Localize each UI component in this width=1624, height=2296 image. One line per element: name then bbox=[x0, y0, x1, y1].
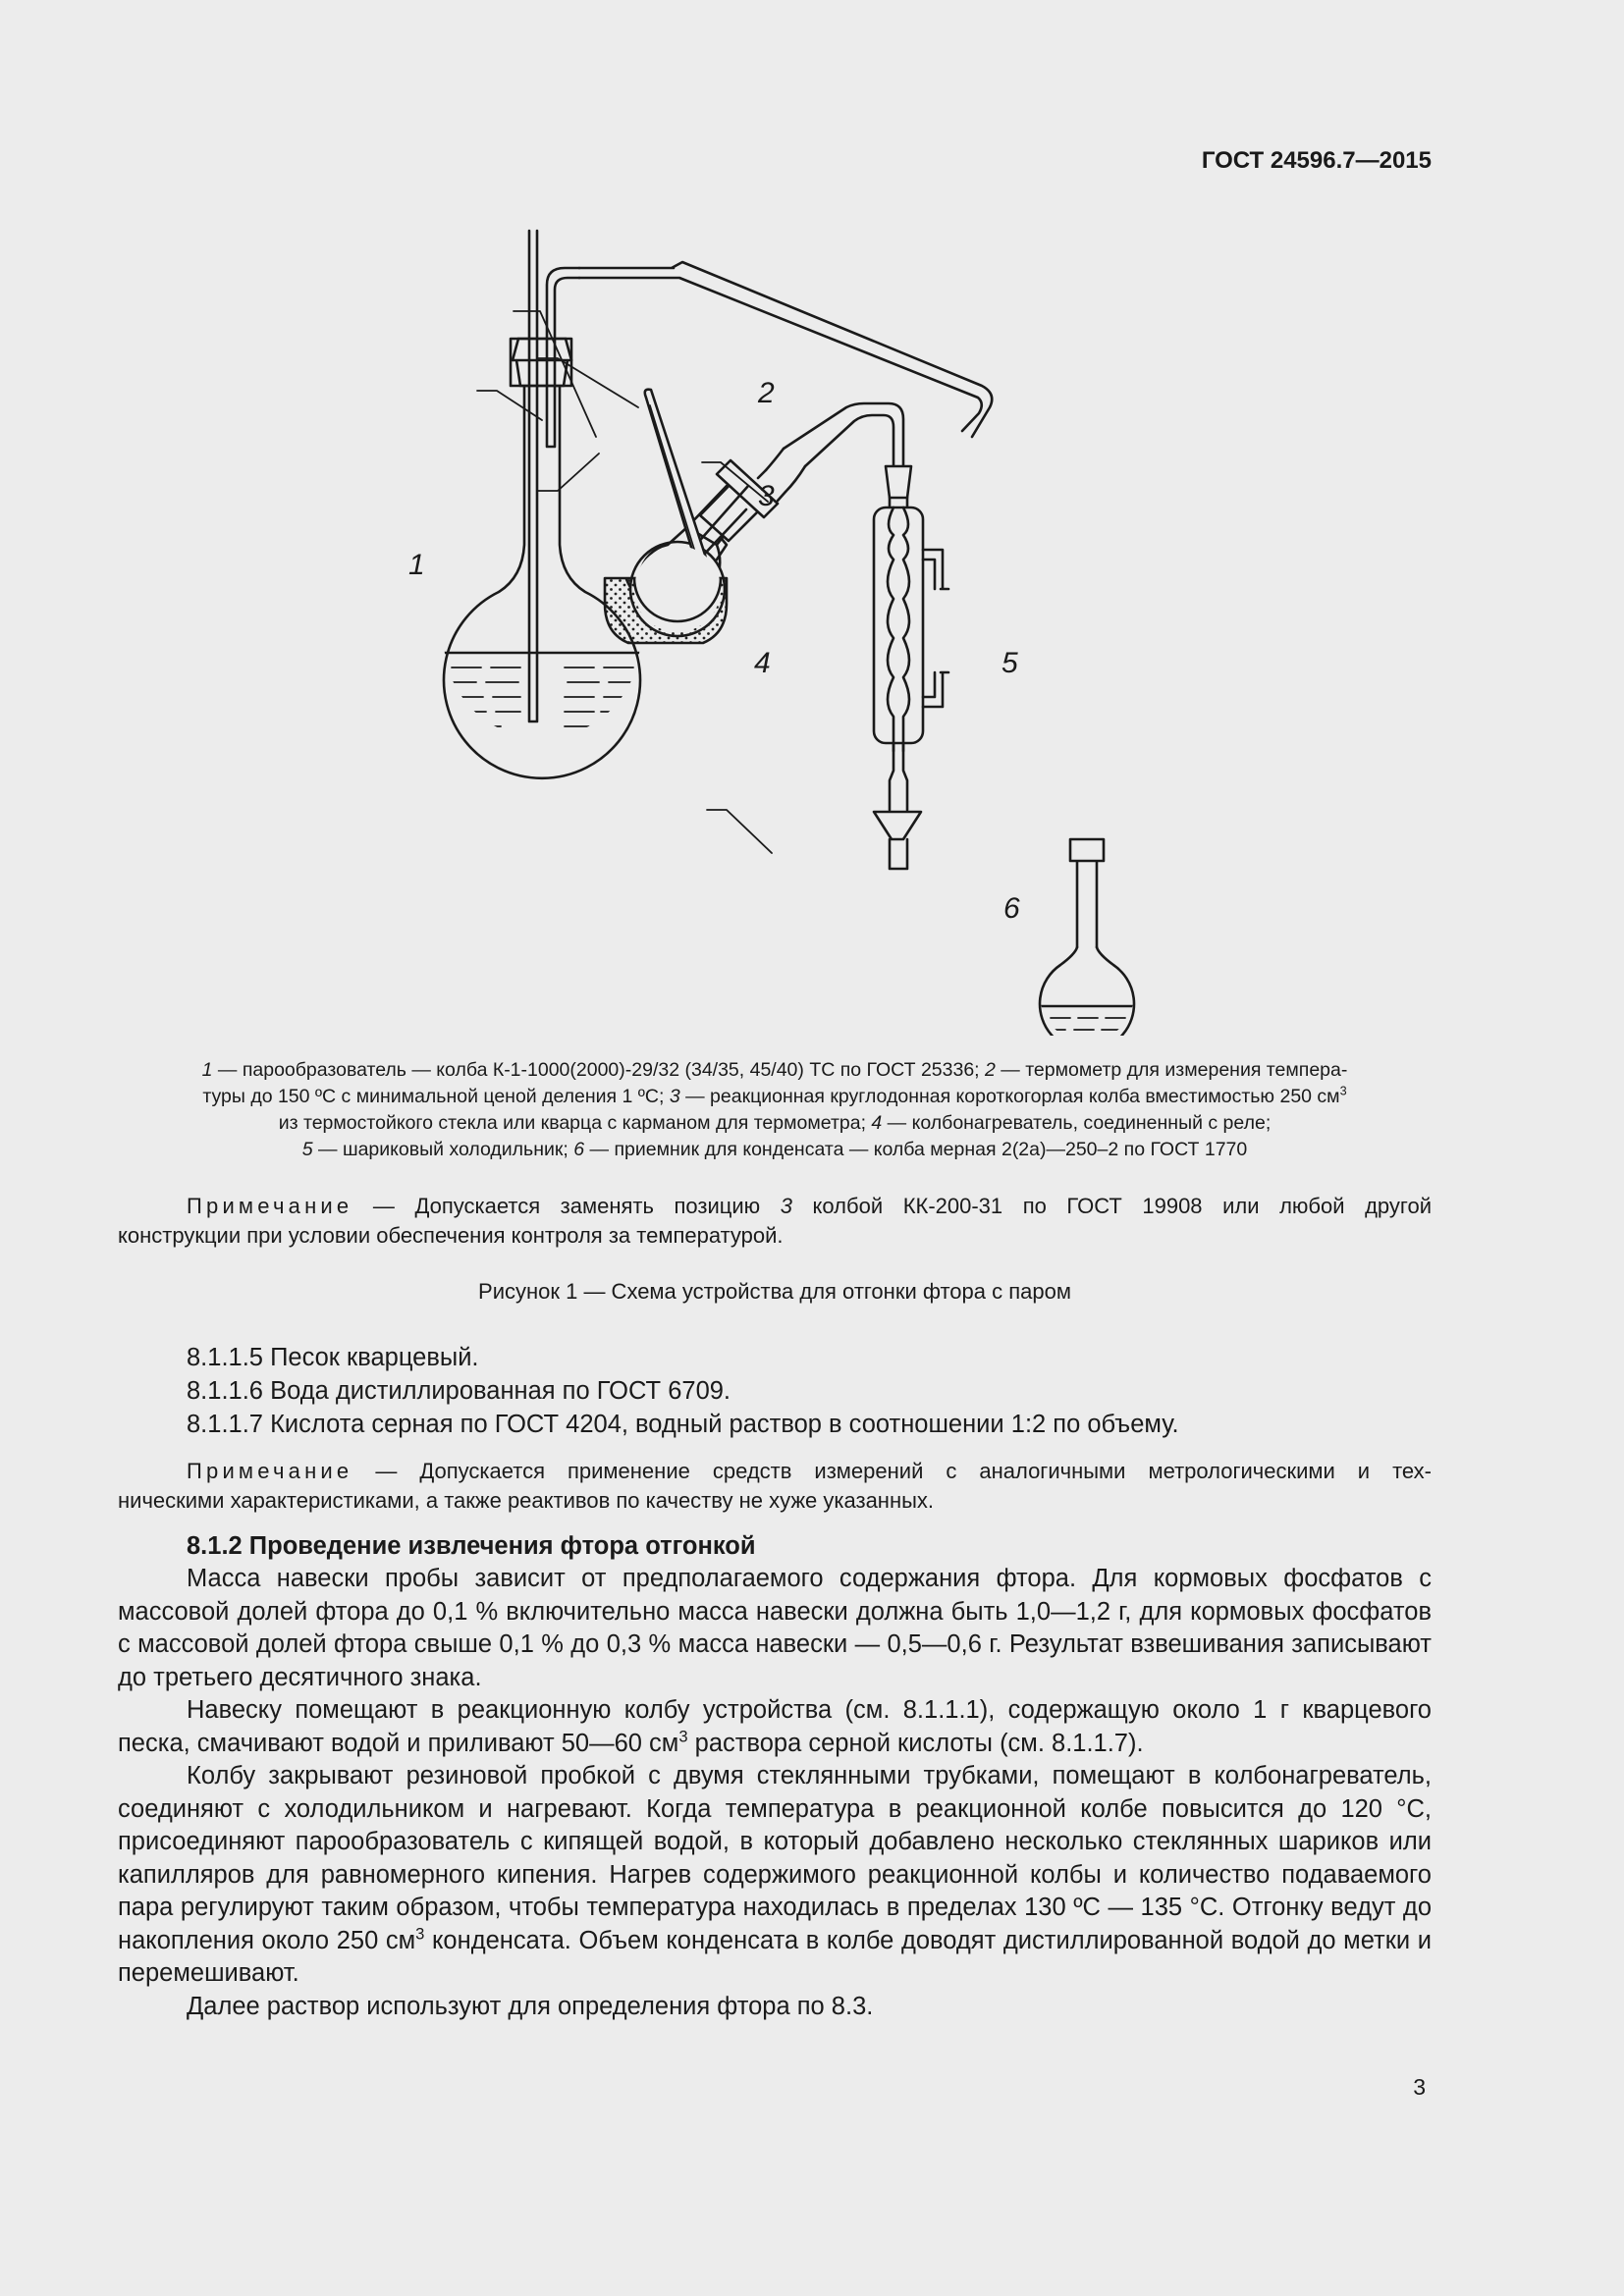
item-8-1-1-5: 8.1.1.5 Песок кварцевый. bbox=[187, 1344, 479, 1371]
callout-6: 6 bbox=[1003, 892, 1020, 925]
callout-1: 1 bbox=[408, 549, 425, 581]
legend-line-4: 5 — шариковый холодильник; 6 — приемник для конденсата — колба мерная 2(2а)—250–2 по ГОСТ 1770 bbox=[301, 1139, 1248, 1160]
note-2-line-1: Примечание — Допускается применение средств измерений с аналогичными метрологическими и тех- bbox=[187, 1459, 1432, 1483]
item-8-1-1-6: 8.1.1.6 Вода дистиллированная по ГОСТ 6709. bbox=[187, 1377, 731, 1405]
receiver-flask bbox=[1031, 839, 1149, 1036]
callout-2: 2 bbox=[758, 377, 775, 409]
apparatus-diagram bbox=[393, 221, 1198, 1036]
standard-code: ГОСТ 24596.7—2015 bbox=[1201, 147, 1432, 174]
steam-delivery-tube bbox=[579, 262, 992, 437]
paragraph-4: Далее раствор используют для определения фтора по 8.3. bbox=[187, 1992, 874, 2020]
ball-condenser bbox=[874, 466, 948, 869]
legend-line-2: туры до 150 ºС с минимальной ценой деления 1 ºС; 3 — реакционная круглодонная короткогорлая колба вместимостью 250 $см^3$ bbox=[202, 1084, 1347, 1107]
paragraph-2: Навеску помещают в реакционную колбу устройства (см. 8.1.1.1), содержащую около 1 г кварцевого песка, смачивают водой и приливают 50—60 $см^3$ раствора серной кислоты (см. 8.1.1.7). bbox=[118, 1696, 1432, 1757]
figure-caption: Рисунок 1 — Схема устройства для отгонки фтора с паром bbox=[478, 1279, 1071, 1304]
figure-legend bbox=[118, 1057, 1432, 1163]
callout-4: 4 bbox=[754, 647, 771, 679]
figure-note-line-1: Примечание — Допускается заменять позицию 3 колбой КК-200-31 по ГОСТ 19908 или любой другой bbox=[187, 1194, 1432, 1218]
section-8-1-2 bbox=[118, 1529, 1432, 2023]
heating-mantle bbox=[605, 546, 727, 643]
figure-note-line-2: конструкции при условии обеспечения контроля за температурой. bbox=[118, 1223, 784, 1248]
note-2 bbox=[118, 1457, 1432, 1516]
note-2-line-2: ническими характеристиками, а также реактивов по качеству не хуже указанных. bbox=[118, 1488, 935, 1513]
item-list bbox=[118, 1341, 1432, 1441]
callout-5: 5 bbox=[1001, 647, 1018, 679]
page-number: 3 bbox=[1413, 2074, 1426, 2100]
figure-note bbox=[118, 1192, 1432, 1251]
paragraph-1: Масса навески пробы зависит от предполагаемого содержания фтора. Для кормовых фосфатов с массовой долей фтора до 0,1 % включительно масса навески должна быть 1,0—1,2 г, для кормовых фосфатов с массовой долей фтора свыше 0,1 % до 0,3 % масса навески — 0,5—0,6 г. Результат взвешивания записывают до третьего десятичного знака. bbox=[118, 1565, 1432, 1691]
condenser-inlet-tube bbox=[784, 403, 903, 466]
section-heading: 8.1.2 Проведение извлечения фтора отгонкой bbox=[187, 1532, 756, 1560]
apparatus-figure bbox=[393, 221, 1198, 1036]
legend-line-3: из термостойкого стекла или кварца с карманом для термометра; 4 — колбонагреватель, соединенный с реле; bbox=[278, 1112, 1272, 1134]
paragraph-3: Колбу закрывают резиновой пробкой с двумя стеклянными трубками, помещают в колбонагреватель, соединяют с холодильником и нагревают. Когда температура в реакционной колбе повысится до 120 °С, присоединяют парообразователь с кипящей водой, в который добавлено несколько стеклянных шариков или капилляров для равномерного кипения. Нагрев содержимого реакционной колбы и количество подаваемого пара регулируют таким образом, чтобы температура находилась в пределах 130 ºС — 135 °С. Отгонку ведут до накопления около 250 $см^3$ конденсата. Объем конденсата в колбе доводят дистиллированной водой до метки и перемешивают. bbox=[118, 1762, 1432, 1987]
legend-line-1: 1 — парообразователь — колба К-1-1000(2000)-29/32 (34/35, 45/40) ТС по ГОСТ 25336; 2 — термометр для измерения темпера- bbox=[201, 1059, 1348, 1081]
item-8-1-1-7: 8.1.1.7 Кислота серная по ГОСТ 4204, водный раствор в соотношении 1:2 по объему. bbox=[187, 1411, 1179, 1438]
callout-3: 3 bbox=[758, 480, 775, 512]
